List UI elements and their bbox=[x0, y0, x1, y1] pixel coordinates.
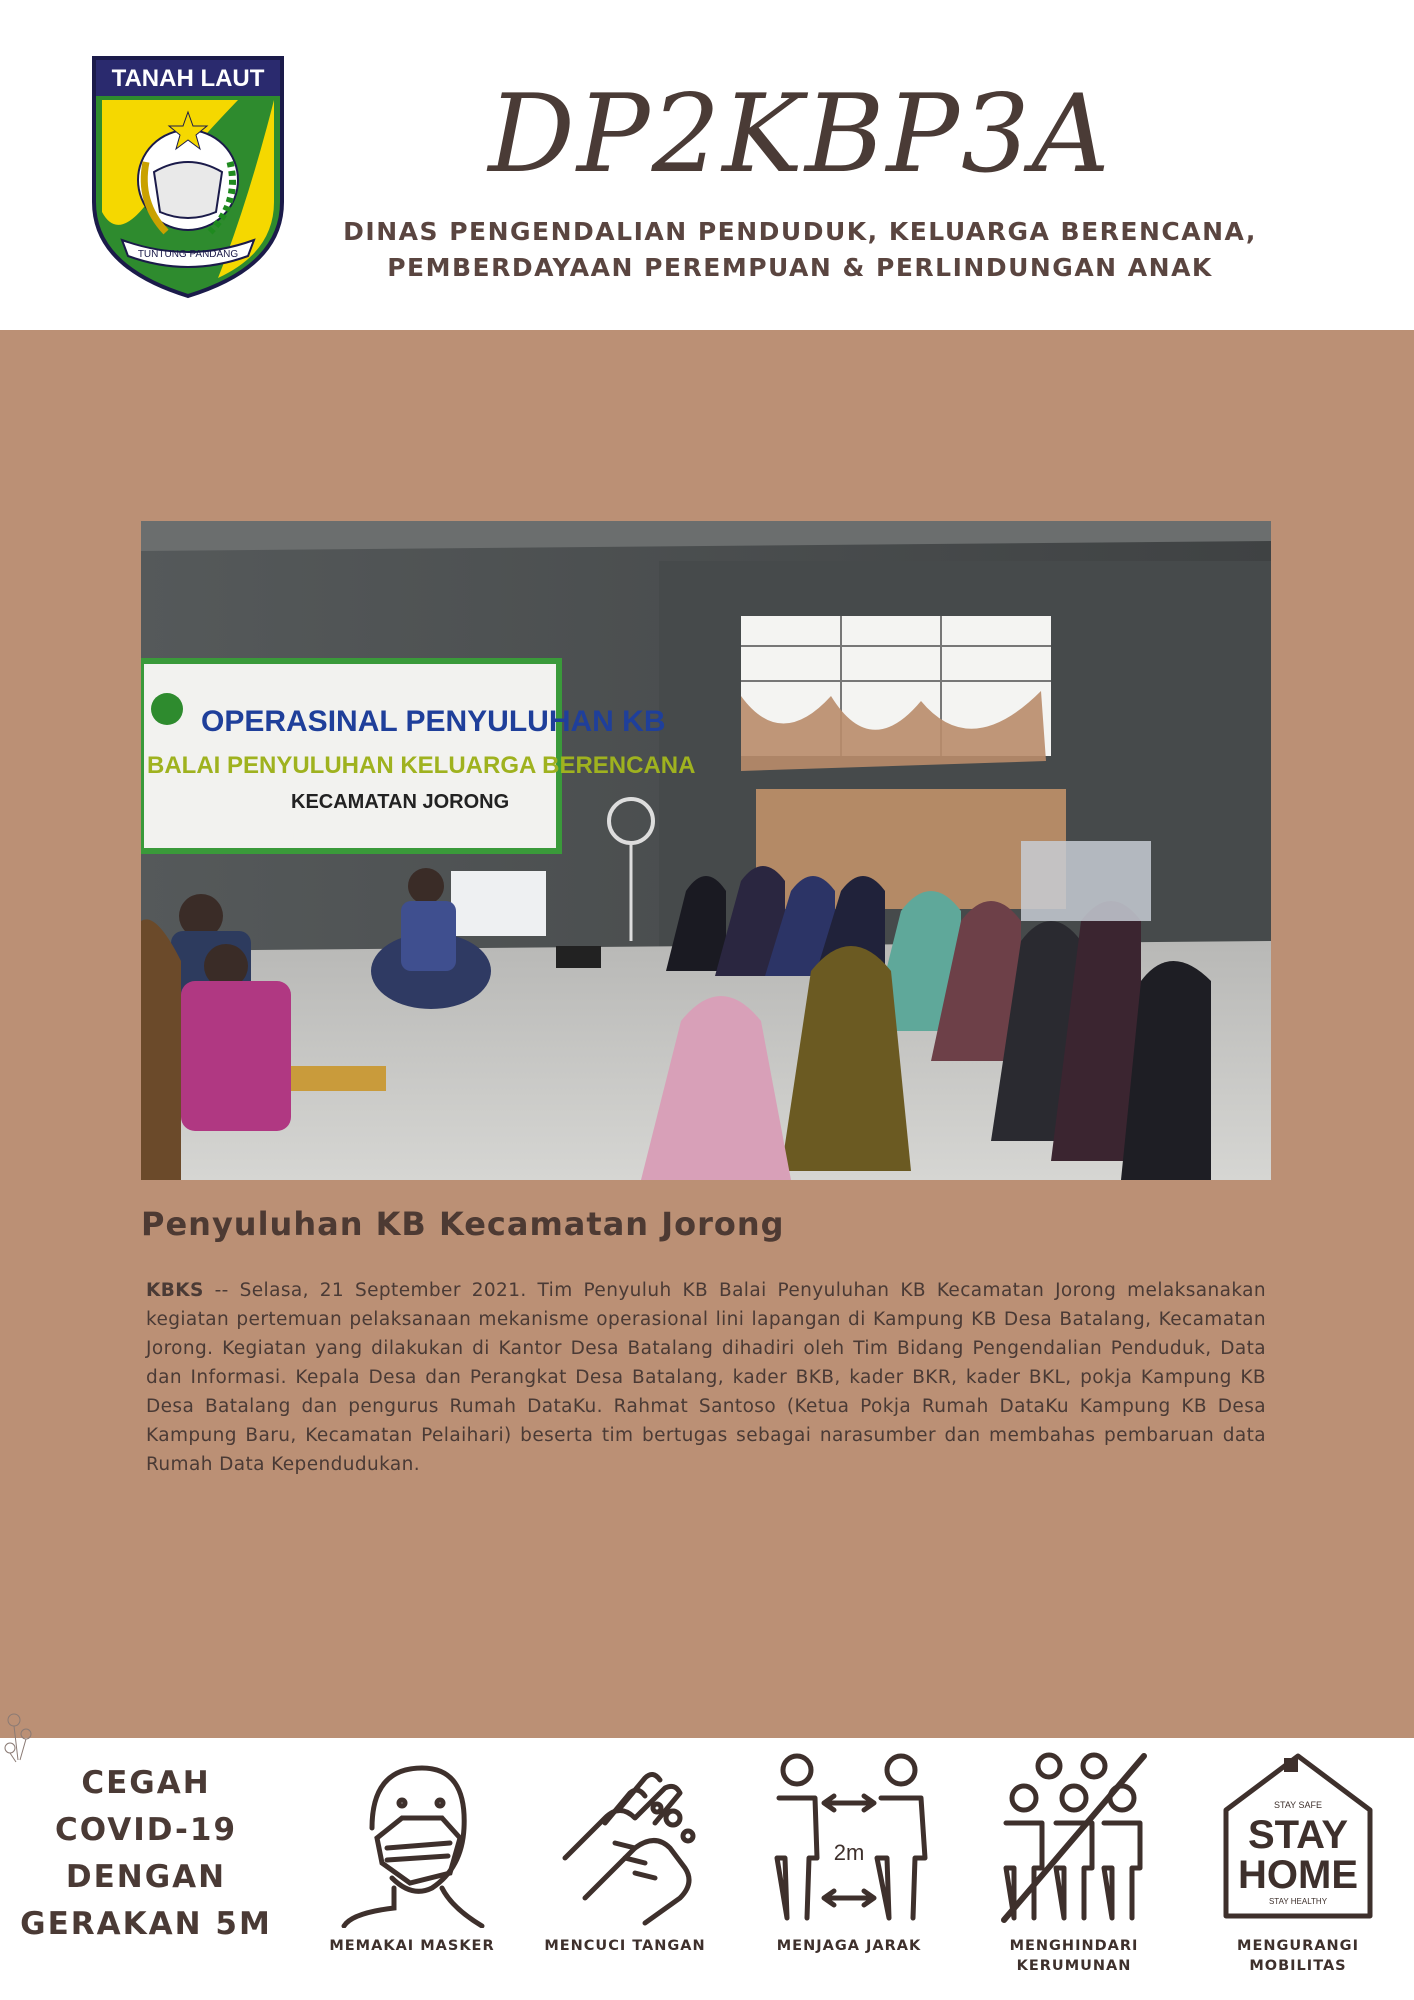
campaign-line-1: CEGAH bbox=[81, 1765, 211, 1801]
campaign-line-2: COVID-19 bbox=[54, 1812, 238, 1848]
measure-crowd-label: MENGHINDARI KERUMUNAN bbox=[1009, 1938, 1139, 1974]
no-crowd-icon bbox=[994, 1748, 1154, 1928]
banner-line-3: KECAMATAN JORONG bbox=[291, 791, 510, 813]
measure-mobility-label: MENGURANGI MOBILITAS bbox=[1237, 1938, 1359, 1974]
article-body bbox=[146, 1276, 1266, 1479]
banner-line-1: OPERASINAL PENYULUHAN KB bbox=[201, 705, 666, 738]
hand-washing-icon bbox=[545, 1748, 705, 1928]
measure-crowd bbox=[984, 1748, 1164, 1976]
distancing-icon bbox=[769, 1748, 929, 1928]
agency-line-1: DINAS PENGENDALIAN PENDUDUK, KELUARGA BERENCANA, bbox=[343, 217, 1257, 246]
measure-handwash-label: MENCUCI TANGAN bbox=[544, 1938, 706, 1954]
svg-text:TANAH LAUT: TANAH LAUT bbox=[111, 65, 265, 92]
campaign-line-4: GERAKAN 5M bbox=[20, 1906, 272, 1942]
campaign-line-3: DENGAN bbox=[65, 1859, 227, 1895]
badge-main-2: HOME bbox=[1238, 1853, 1358, 1897]
article-headline: Penyuluhan KB Kecamatan Jorong bbox=[141, 1205, 785, 1243]
tanah-laut-emblem bbox=[88, 52, 288, 300]
banner-line-2: BALAI PENYULUHAN KELUARGA BERENCANA bbox=[147, 752, 696, 779]
measure-mobility bbox=[1208, 1748, 1388, 1976]
photo-illustration bbox=[141, 521, 1271, 1180]
campaign-title bbox=[18, 1760, 274, 1948]
mask-face-icon bbox=[332, 1748, 492, 1928]
stay-home-icon bbox=[1218, 1748, 1378, 1928]
agency-line-2: PEMBERDAYAAN PEREMPUAN & PERLINDUNGAN ANAK bbox=[387, 253, 1213, 282]
measure-mask bbox=[322, 1748, 502, 1956]
event-photo bbox=[141, 521, 1271, 1180]
agency-name bbox=[330, 214, 1270, 286]
measure-distance-label: MENJAGA JARAK bbox=[776, 1938, 922, 1954]
article-source: KBKS bbox=[146, 1280, 204, 1301]
badge-top: STAY SAFE bbox=[1273, 1800, 1323, 1810]
svg-text:TUNTUNG PANDANG: TUNTUNG PANDANG bbox=[137, 249, 239, 260]
distance-value: 2m bbox=[833, 1840, 865, 1865]
measure-distance bbox=[759, 1748, 939, 1956]
banner-footer: 2KBP3A Kabupaten Tanah Laut bbox=[147, 830, 316, 844]
measure-handwash bbox=[535, 1748, 715, 1956]
page-header bbox=[0, 0, 1414, 330]
badge-main-1: STAY bbox=[1247, 1813, 1349, 1857]
badge-bottom: STAY HEALTHY bbox=[1268, 1897, 1328, 1906]
article-body-text: -- Selasa, 21 September 2021. Tim Penyuluh KB Balai Penyuluhan KB Kecamatan Jorong melaksanakan kegiatan pertemuan pelaksanaan mekanisme operasional lini lapangan di Kampung KB Desa Batalang, Kecamatan Jorong. Kegiatan yang dilakukan di Kantor Desa Batalang dihadiri oleh Tim Bidang Pengendalian Penduduk, Data dan Informasi. Kepala Desa dan Perangkat Desa Batalang, kader BKB, kader BKR, kader BKL, pokja Kampung KB Desa Batalang dan pengurus Rumah DataKu. Rahmat Santoso (Ketua Pokja Rumah DataKu Kampung KB Desa Kampung Baru, Kecamatan Pelaihari) beserta tim bertugas sebagai narasumber dan membahas pembaruan data Rumah Data Kependudukan. bbox=[146, 1280, 1266, 1475]
measure-mask-label: MEMAKAI MASKER bbox=[329, 1938, 495, 1954]
brand-title: DP2KBP3A bbox=[488, 72, 1112, 197]
